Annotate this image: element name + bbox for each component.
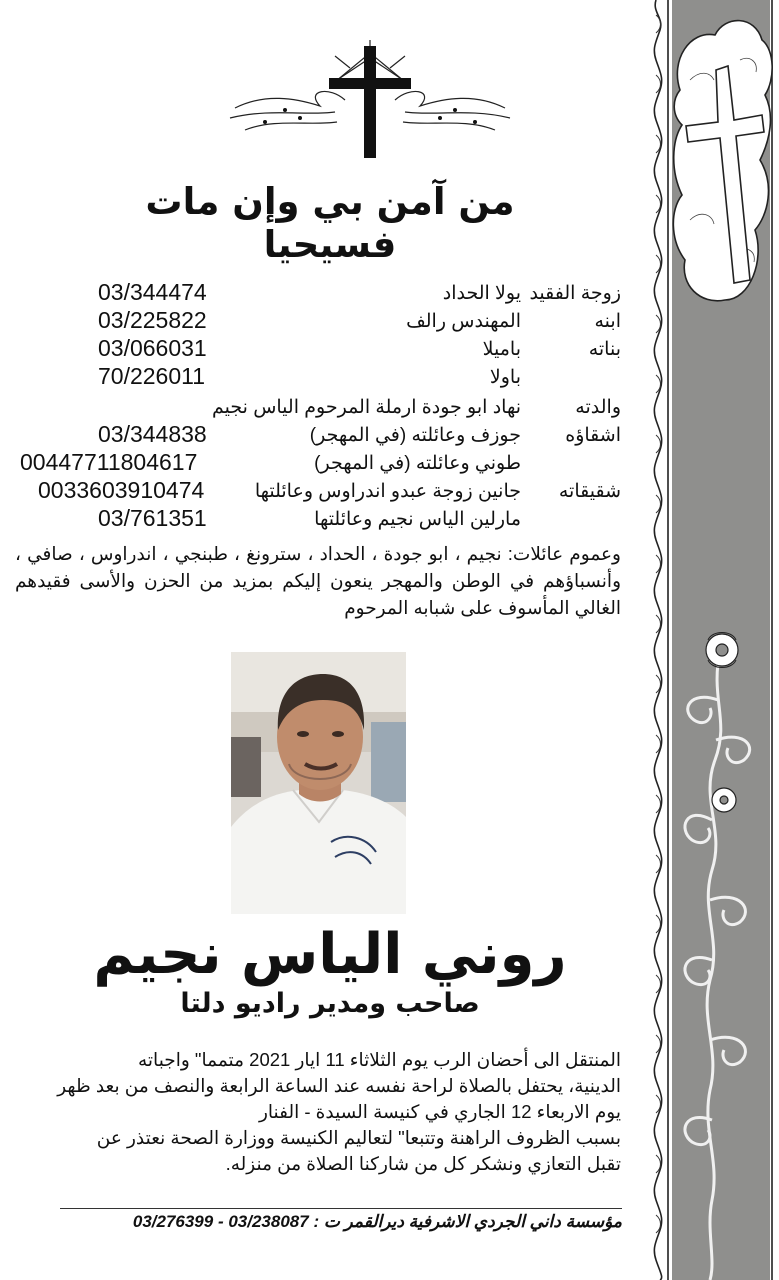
footer-divider (60, 1208, 622, 1209)
relative-name: المهندس رالف (406, 311, 521, 332)
service-line: تقبل التعازي ونشكر كل من شاركنا الصلاة من منزله. (225, 1153, 621, 1174)
service-line: يوم الاربعاء 12 الجاري في كنيسة السيدة - الفنار (258, 1101, 621, 1122)
family-row (12, 421, 621, 450)
relative-name: نهاد ابو جودة ارملة المرحوم الياس نجيم (211, 397, 521, 418)
family-row (12, 477, 621, 506)
relatives-paragraph: وعموم عائلات: نجيم ، ابو جودة ، الحداد ، سترونغ ، طبنجي ، اندراوس ، صافي ، وأنسباؤهم في الوطن والمهجر ينعون إليكم بمزيد من الحزن والأسى فقيدهم الغالي المأسوف على شبابه المرحوم (15, 543, 621, 618)
phone-number: 03/225822 (98, 307, 207, 333)
service-announcement (15, 1047, 621, 1177)
deceased-title: صاحب ومدير راديو دلتا (180, 988, 480, 1019)
relative-name: جانين زوجة عبدو اندراوس وعائلتها (254, 481, 521, 502)
phone-number: 03/066031 (98, 335, 207, 361)
relation-label: زوجة الفقيد (529, 283, 621, 304)
family-row (12, 279, 621, 308)
family-row (12, 307, 621, 336)
funeral-home-credit: مؤسسة داني الجردي الاشرفية ديرالقمر ت : 03/238087 - 03/276399 (132, 1212, 622, 1231)
phone-number: 03/344838 (98, 421, 207, 447)
family-row (12, 396, 621, 422)
phone-number: 70/226011 (98, 363, 206, 389)
phone-number: 03/761351 (98, 505, 207, 531)
relative-name: مارلين الياس نجيم وعائلتها (314, 509, 521, 530)
family-row (12, 335, 621, 364)
deceased-name: روني الياس نجيم (93, 922, 567, 987)
family-row (12, 363, 621, 392)
relative-name: باميلا (482, 339, 521, 360)
relation-label: شقيقاته (558, 481, 621, 502)
family-row (12, 505, 621, 534)
decorative-border (650, 0, 779, 1280)
phone-number: 0033603910474 (38, 477, 205, 503)
relative-name: طوني وعائلته (في المهجر) (314, 453, 521, 474)
service-line: الدينية، يحتفل بالصلاة لراحة نفسه عند الساعة الرابعة والنصف من بعد ظهر (57, 1075, 621, 1096)
deceased-portrait (231, 652, 406, 914)
phone-number: 00447711804617 (20, 449, 198, 475)
relation-label: اشقاؤه (565, 425, 621, 446)
service-line: بسبب الظروف الراهنة وتتبعا" لتعاليم الكنيسة ووزارة الصحة نعتذر عن (96, 1127, 621, 1148)
service-line: المنتقل الى أحضان الرب يوم الثلاثاء 11 ايار 2021 متمما" واجباته (137, 1049, 621, 1070)
headline-verse: من آمن بي وإن مات فسيحيا (145, 180, 515, 266)
relation-label: والدته (575, 397, 621, 418)
relative-name: جوزف وعائلته (في المهجر) (309, 425, 521, 446)
relative-name: يولا الحداد (442, 283, 521, 304)
relation-label: بناته (588, 339, 621, 360)
relation-label: ابنه (594, 311, 621, 332)
phone-number: 03/344474 (98, 279, 207, 305)
cross-ornament-icon (225, 38, 515, 160)
family-row (12, 449, 621, 478)
relative-name: باولا (489, 367, 521, 388)
